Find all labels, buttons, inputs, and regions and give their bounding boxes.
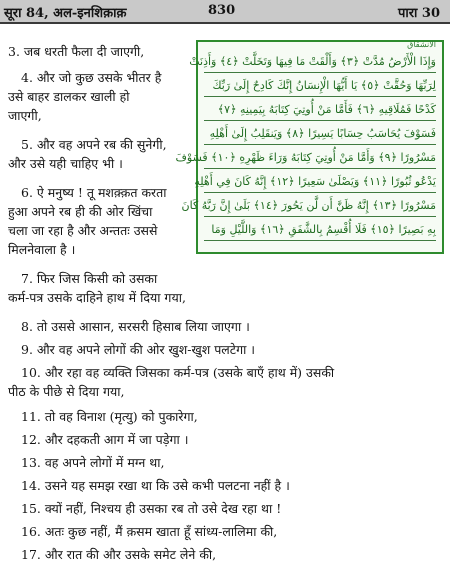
- verse-line: 5. और वह अपने रब की सुनेगी,: [21, 137, 167, 152]
- header-rule: [0, 22, 450, 24]
- arabic-line: فَسَوْفَ يُحَاسَبُ حِسَابًا يَسِيرًا ﴿٨﴾ وَيَنقَلِبُ إِلَىٰ أَهْلِهِ: [204, 124, 436, 145]
- verse-line: 6. ऐ मनुष्य ! तू मशक़्क़त करता: [21, 185, 167, 200]
- arabic-line: كَدْحًا فَمُلَاقِيهِ ﴿٦﴾ فَأَمَّا مَنْ أُوتِيَ كِتَابَهُ بِيَمِينِهِ ﴿٧﴾: [204, 100, 436, 121]
- verse-line: 14. उसने यह समझ रखा था कि उसे कभी पलटना नहीं है ।: [21, 478, 290, 493]
- verse-line: हुआ अपने रब ही की ओर खिंचा: [8, 204, 153, 219]
- arabic-line: لِرَبِّهَا وَحُقَّتْ ﴿٥﴾ يَا أَيُّهَا الْإِنسَانُ إِنَّكَ كَادِحٌ إِلَىٰ رَبِّكَ: [204, 76, 436, 97]
- verse-line: 4. और जो कुछ उसके भीतर है: [21, 70, 162, 85]
- arabic-line: مَسْرُورًا ﴿٩﴾ وَأَمَّا مَنْ أُوتِيَ كِتَابَهُ وَرَاءَ ظَهْرِهِ ﴿١٠﴾ فَسَوْفَ: [204, 148, 436, 169]
- arabic-passage-box: [175, 40, 444, 254]
- verse-line: 13. वह अपने लोगों में मग्न था,: [21, 455, 165, 470]
- arabic-line: يَدْعُو ثُبُورًا ﴿١١﴾ وَيَصْلَىٰ سَعِيرًا ﴿١٢﴾ إِنَّهُ كَانَ فِي أَهْلِهِ: [204, 172, 436, 193]
- verse-line: 16. अतः कुछ नहीं, मैं क़सम खाता हूँ सांध्य-लालिमा की,: [21, 524, 278, 539]
- page-number: 830: [208, 3, 236, 18]
- verse-line: 8. तो उससे आसान, सरसरी हिसाब लिया जाएगा ।: [21, 319, 250, 334]
- verse-line: 17. और रात की और उसके समेट लेने की,: [21, 547, 217, 562]
- para-number: पारा 30: [397, 6, 440, 21]
- verse-line: 7. फिर जिस किसी को उसका: [21, 271, 158, 286]
- surah-title: सूरा 84, अल-इनशिक़ाक़: [4, 6, 127, 21]
- verse-line: 10. और रहा वह व्यक्ति जिसका कर्म-पत्र (उसके बाएँ हाथ में) उसकी: [21, 365, 335, 380]
- verse-line: पीठ के पीछे से दिया गया,: [8, 384, 125, 399]
- verse-line: 9. और वह अपने लोगों की ओर खुश-खुश पलटेगा ।: [21, 342, 256, 357]
- verse-line: उसे बाहर डालकर खाली हो: [8, 89, 130, 104]
- verse-line: 11. तो वह विनाश (मृत्यु) को पुकारेगा,: [21, 409, 198, 424]
- arabic-box-label: الانشقاق: [407, 40, 436, 49]
- arabic-line: وَإِذَا الْأَرْضُ مُدَّتْ ﴿٣﴾ وَأَلْقَتْ مَا فِيهَا وَتَخَلَّتْ ﴿٤﴾ وَأَذِنَتْ: [204, 52, 436, 73]
- verse-line: चला जा रहा है और अन्ततः उससे: [8, 223, 158, 238]
- verse-line: मिलनेवाला है ।: [8, 242, 76, 257]
- verse-line: 3. जब धरती फैला दी जाएगी,: [8, 44, 145, 59]
- arabic-line: مَسْرُورًا ﴿١٣﴾ إِنَّهُ ظَنَّ أَن لَّن يَحُورَ ﴿١٤﴾ بَلَىٰ إِنَّ رَبَّهُ كَانَ: [204, 196, 436, 217]
- verse-line: 12. और दहकती आग में जा पड़ेगा ।: [21, 432, 189, 447]
- arabic-line: بِهِ بَصِيرًا ﴿١٥﴾ فَلَا أُقْسِمُ بِالشَّفَقِ ﴿١٦﴾ وَاللَّيْلِ وَمَا: [204, 220, 436, 241]
- page-header: [0, 0, 450, 22]
- verse-line: 15. क्यों नहीं, निश्चय ही उसका रब तो उसे देख रहा था !: [21, 501, 282, 516]
- verse-line: कर्म-पत्र उसके दाहिने हाथ में दिया गया,: [8, 290, 186, 305]
- verse-line: और उसे यही चाहिए भी ।: [8, 156, 123, 171]
- verse-line: जाएगी,: [8, 108, 42, 123]
